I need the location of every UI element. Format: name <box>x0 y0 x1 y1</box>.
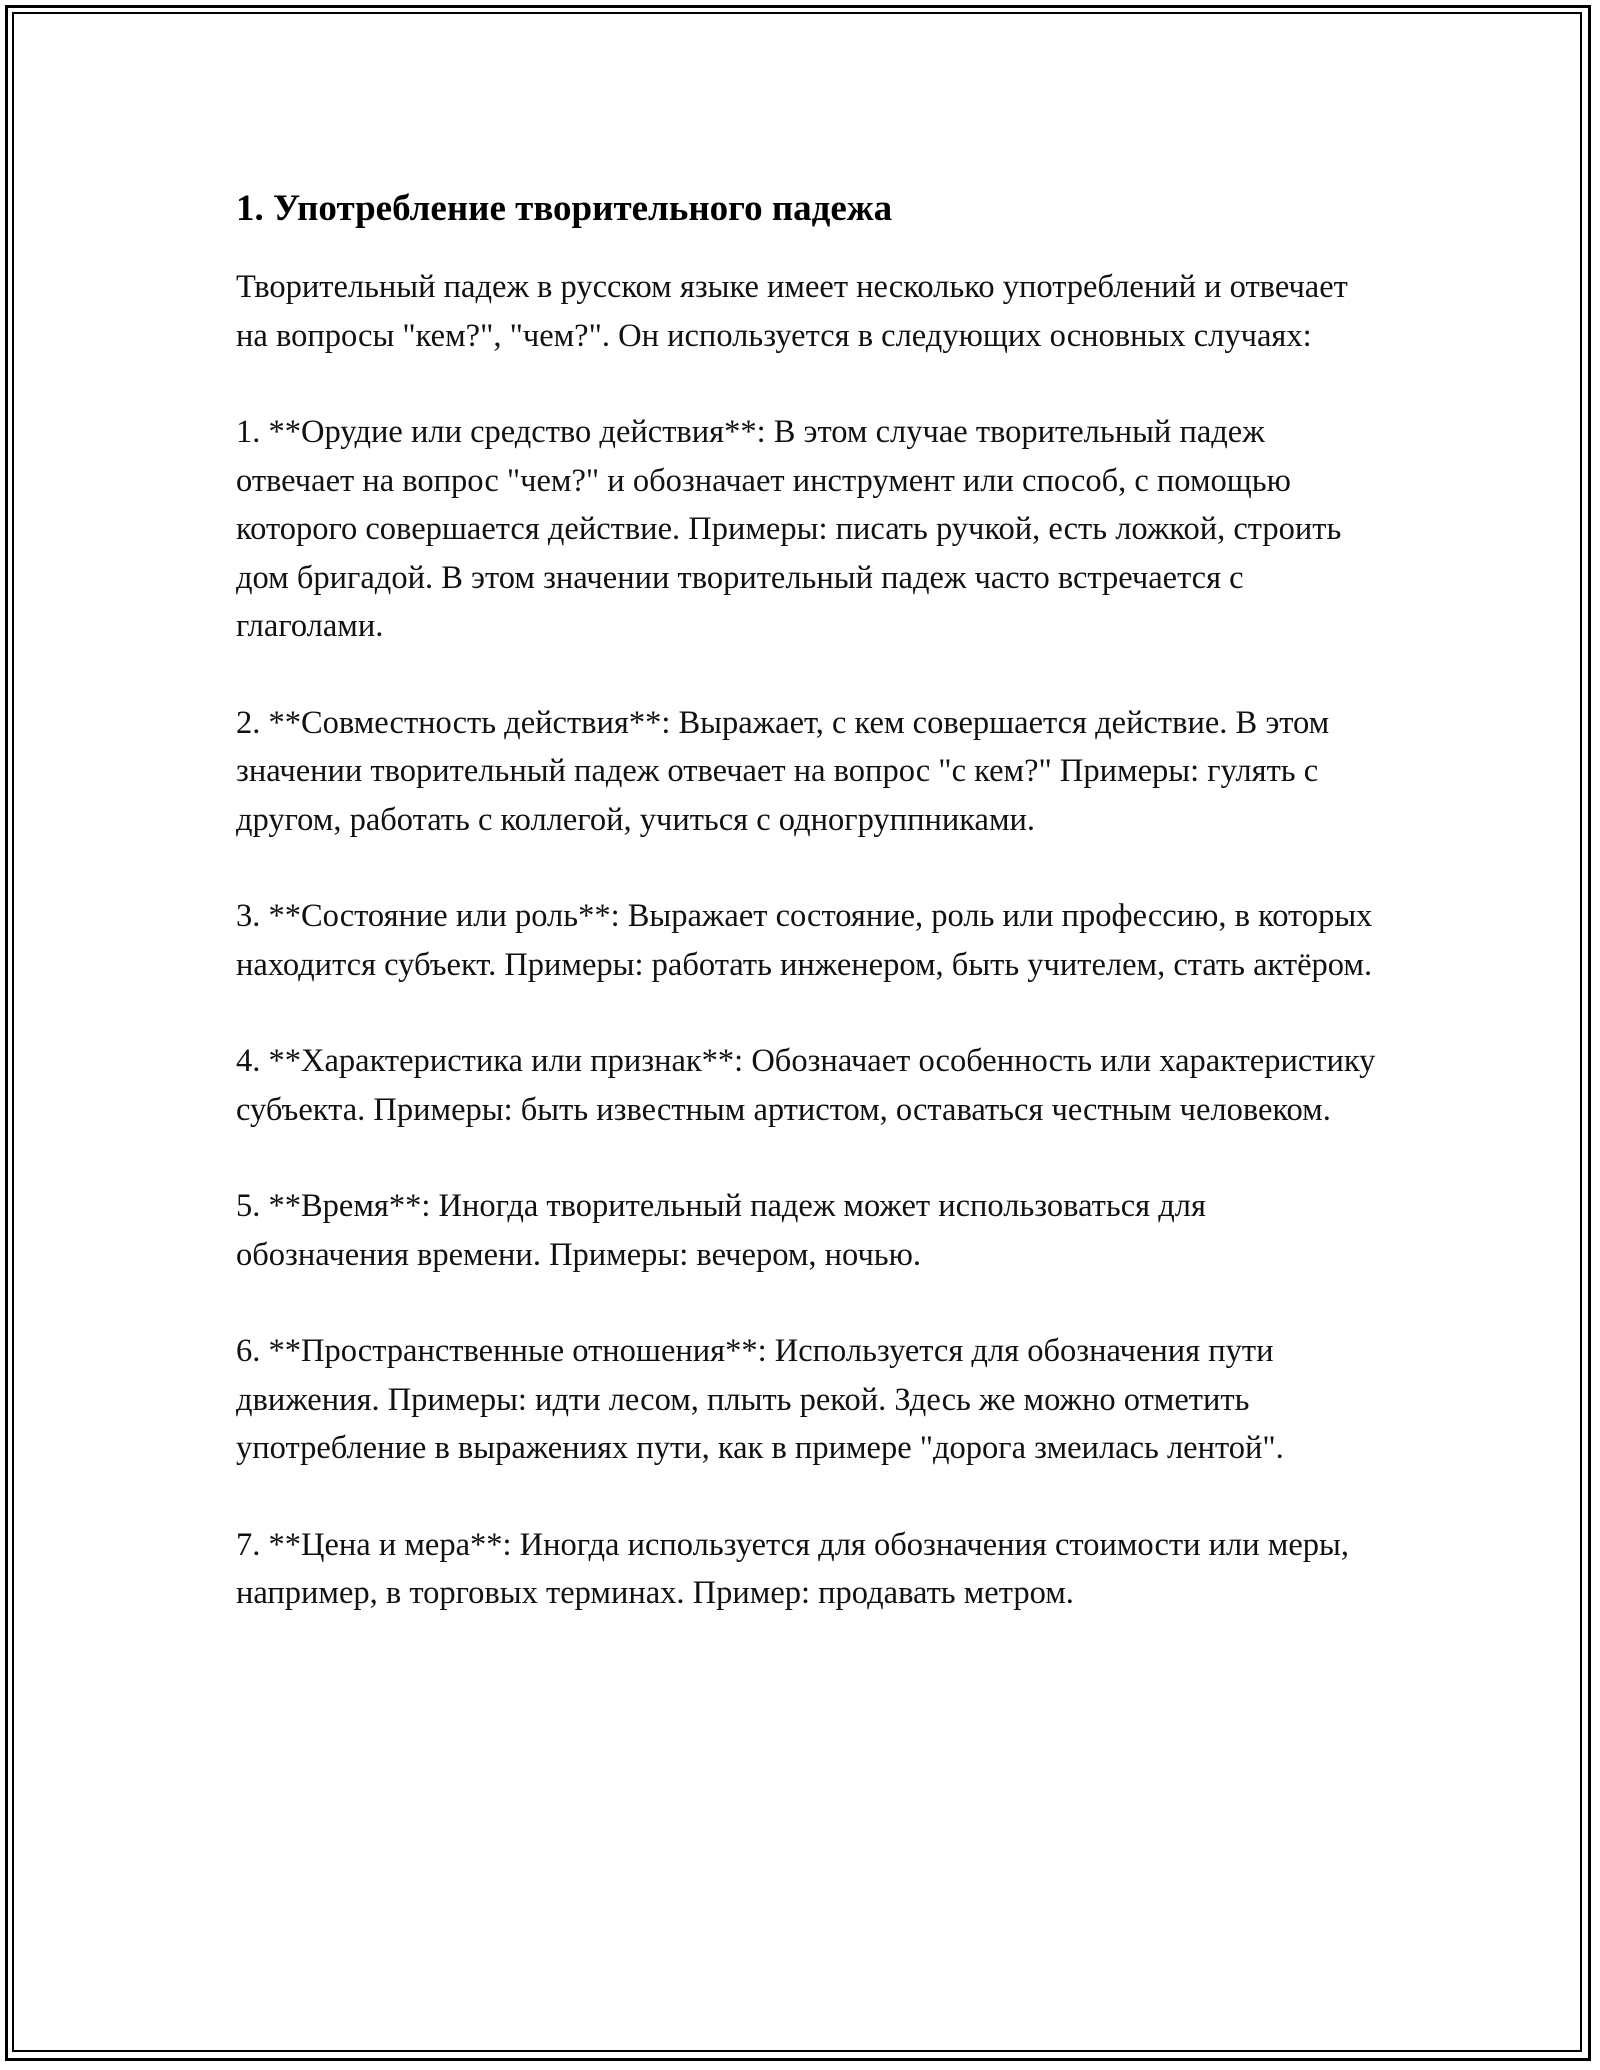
list-item-spatial: 6. **Пространственные отношения**: Используется для обозначения пути движения. Примеры: идти лесом, плыть рекой. Здесь же можно отметить употребление в выражениях пути, как в примере "дорога змеилась лентой". <box>236 1333 1284 1467</box>
document-title: 1. Употребление творительного падежа <box>236 188 893 229</box>
list-item-price-measure: 7. **Цена и мера**: Иногда используется для обозначения стоимости или меры, например, в торговых терминах. Пример: продавать метром. <box>236 1526 1349 1612</box>
intro-paragraph: Творительный падеж в русском языке имеет несколько употреблений и отвечает на вопросы "кем?", "чем?". Он используется в следующих основных случаях: <box>236 269 1348 354</box>
list-item-joint-action: 2. **Совместность действия**: Выражает, с кем совершается действие. В этом значении творительный падеж отвечает на вопрос "с кем?" Примеры: гулять с другом, работать с коллегой, учиться с одногруппниками. <box>236 704 1330 838</box>
list-item-characteristic: 4. **Характеристика или признак**: Обозначает особенность или характеристику субъекта. Примеры: быть известным артистом, оставаться честным человеком. <box>236 1043 1376 1128</box>
list-item-state-role: 3. **Состояние или роль**: Выражает состояние, роль или профессию, в которых находится субъект. Примеры: работать инженером, быть учителем, стать актёром. <box>236 898 1373 983</box>
document-body <box>236 185 1376 1666</box>
list-item-time: 5. **Время**: Иногда творительный падеж может использоваться для обозначения времени. Примеры: вечером, ночью. <box>236 1188 1206 1273</box>
list-item-instrument: 1. **Орудие или средство действия**: В этом случае творительный падеж отвечает на вопрос "чем?" и обозначает инструмент или способ, с помощью которого совершается действие. Примеры: писать ручкой, есть ложкой, строить дом бригадой. В этом значении творительный падеж часто встречается с глаголами. <box>236 414 1342 645</box>
